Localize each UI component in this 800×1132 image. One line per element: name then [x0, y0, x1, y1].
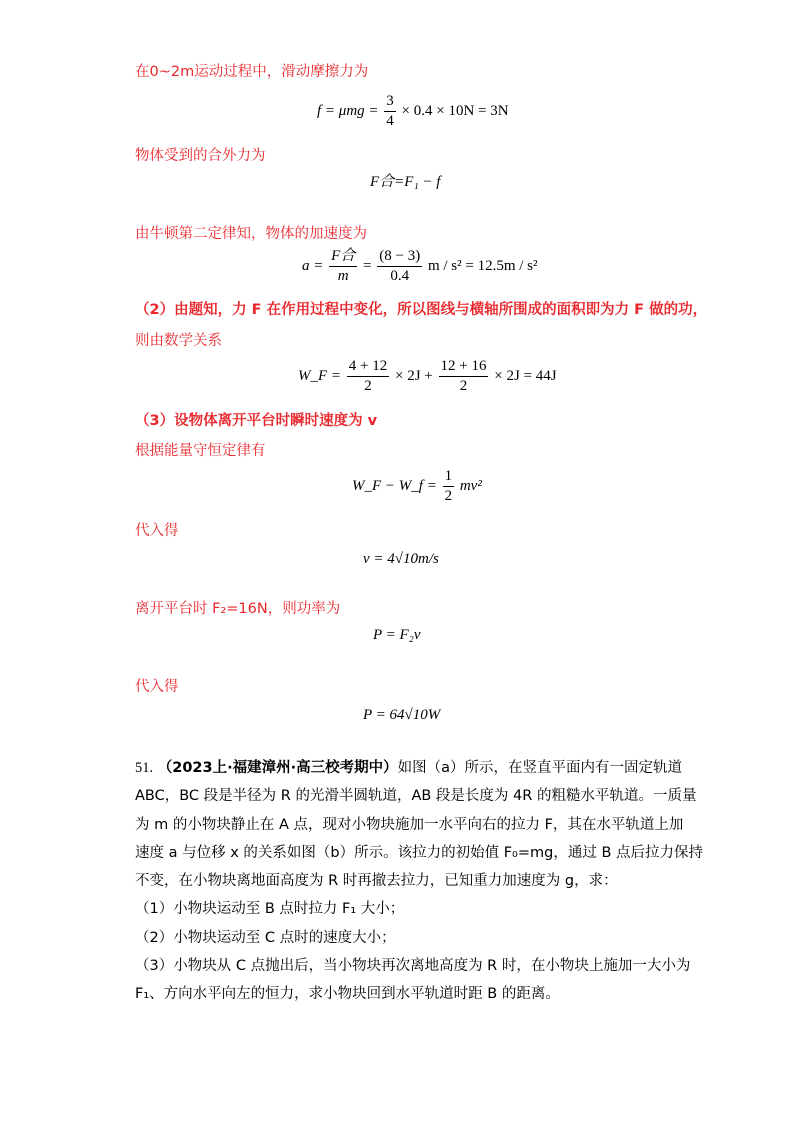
question-part-1: （1）小物块运动至 B 点时拉力 F₁ 大小； — [135, 901, 405, 918]
solution-line-net-force: 物体受到的合外力为 — [135, 148, 266, 164]
question-line-0: 如图（a）所示，在竖直平面内有一固定轨道 — [397, 760, 682, 776]
eq4-right: × 2J = 44J — [494, 367, 557, 384]
eq4-left: W_F = — [298, 367, 342, 384]
solution-line-work-intro: （2）由题知，力 F 在作用过程中变化，所以图线与横轴所围成的面积即为力 F 做的功， — [135, 302, 708, 318]
question-line-4: 不变，在小物块离地面高度为 R 时再撤去拉力，已知重力加速度为 g，求： — [135, 873, 618, 890]
question-source: （2023上·福建漳州·高三校考期中） — [157, 760, 398, 776]
equation-net-force: F合=F₁ − f — [370, 174, 441, 190]
eq5-left: W_F − W_f = — [352, 477, 437, 494]
question-number: 51. — [135, 760, 154, 776]
equation-power: P = F₂v — [373, 627, 421, 643]
eq4-fraction-1: $\frac{4 + 12}{2}$ — [348, 358, 388, 394]
equation-acceleration: a = $\frac{\text{F合}}{m}$ = $\frac{(8 - 3)}{0.4}$ m / s² = 12.5m / s² — [302, 248, 538, 284]
equation-velocity: v = 4√10m/s — [363, 551, 439, 567]
solution-line-substitute-1: 代入得 — [135, 523, 179, 539]
eq1-fraction: $\frac{3}{4}$ — [386, 93, 394, 129]
equation-work — [298, 358, 557, 395]
question-part-3: （3）小物块从 C 点抛出后，当小物块再次离地高度为 R 时，在小物块上施加一大小为 — [135, 958, 691, 975]
eq4-mid: × 2J + — [395, 367, 433, 384]
question-line-2: 为 m 的小物块静止在 A 点，现对小物块施加一水平向右的拉力 F，其在水平轨道上加 — [135, 816, 684, 833]
solution-line-velocity-intro: （3）设物体离开平台时瞬时速度为 v — [135, 413, 378, 429]
eq5-right: mv² — [459, 477, 482, 494]
question-line-1: ABC，BC 段是半径为 R 的光滑半圆轨道，AB 段是长度为 4R 的粗糙水平轨道。一质量 — [135, 788, 697, 805]
solution-line-math-relation: 则由数学关系 — [135, 333, 222, 349]
eq1-left: f = μmg = — [317, 102, 379, 119]
eq4-fraction-2: $\frac{12 + 16}{2}$ — [440, 358, 487, 394]
equation-energy — [352, 468, 482, 505]
eq1-right: × 0.4 × 10N = 3N — [401, 102, 509, 119]
eq3-right: m / s² = 12.5m / s² — [427, 257, 538, 274]
solution-line-power-intro: 离开平台时 F₂=16N，则功率为 — [135, 601, 341, 617]
eq3-fraction-2: $\frac{(8 - 3)}{0.4}$ — [379, 248, 421, 284]
solution-line-energy: 根据能量守恒定律有 — [135, 443, 266, 459]
eq5-fraction: $\frac{1}{2}$ — [444, 468, 453, 504]
question-part-2: （2）小物块运动至 C 点时的速度大小； — [135, 929, 396, 946]
solution-line-substitute-2: 代入得 — [135, 679, 179, 695]
solution-line-acceleration: 由牛顿第二定律知，物体的加速度为 — [135, 226, 367, 242]
question-51 — [135, 754, 704, 1009]
question-part-3-cont: F₁、方向水平向左的恒力，求小物块回到水平轨道时距 B 的距离。 — [135, 986, 560, 1003]
equation-power-value: P = 64√10W — [363, 707, 441, 723]
question-line-3: 速度 a 与位移 x 的关系如图（b）所示。该拉力的初始值 F₀=mg，通过 B 点后拉力保持 — [135, 844, 704, 861]
question-first-line — [135, 754, 682, 782]
equation-friction — [317, 93, 509, 130]
eq3-fraction-1: $\frac{\text{F合}}{m}$ — [331, 248, 356, 284]
eq3-left: a = — [302, 257, 324, 274]
solution-line-friction: 在0~2m运动过程中，滑动摩擦力为 — [135, 64, 369, 80]
